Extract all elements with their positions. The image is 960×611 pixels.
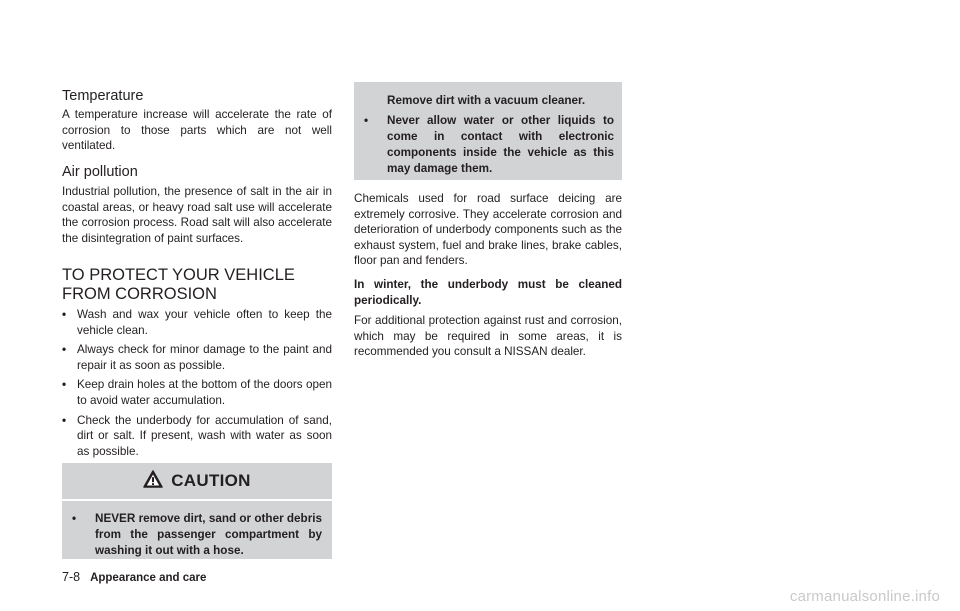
temperature-heading: Temperature <box>62 88 144 104</box>
list-item: • NEVER remove dirt, sand or other debris from the passenger compartment by washing it out with a hose. <box>72 512 322 557</box>
watermark-text: carmanualsonline.info <box>789 588 940 605</box>
temperature-text: A temperature increase will accelerate the rate of corrosion to those parts which are not well ventilated. <box>62 108 332 153</box>
list-item: • Never allow water or other liquids to come in contact with electronic components inside the vehicle as this may damage them. <box>364 114 614 175</box>
winter-paragraph: In winter, the underbody must be cleaned periodically. <box>354 278 622 307</box>
section-title: Appearance and care <box>90 572 207 584</box>
list-item-continued: Remove dirt with a vacuum cleaner. <box>387 94 586 107</box>
caution-title-bar <box>62 463 332 501</box>
caution-continued-list <box>364 93 614 183</box>
list-item: • Wash and wax your vehicle often to keep the vehicle clean. <box>62 308 332 337</box>
list-item: • Keep drain holes at the bottom of the doors open to avoid water accumulation. <box>62 378 332 407</box>
air-pollution-text: Industrial pollution, the presence of salt in the air in coastal areas, or heavy road salt use will accelerate the corrosion process. Road salt will also accelerate the disintegration of paint surfaces. <box>62 185 332 245</box>
protect-bullet-list <box>62 307 332 459</box>
warning-triangle-icon <box>143 470 163 493</box>
nissan-dealer-paragraph: For additional protection against rust and corrosion, which may be required in some areas, it is recommended you consult a NISSAN dealer. <box>354 314 622 359</box>
list-item: • Always check for minor damage to the paint and repair it as soon as possible. <box>62 343 332 372</box>
deicing-paragraph: Chemicals used for road surface deicing are extremely corrosive. They accelerate corrosion and deterioration of underbody components such as the exhaust system, fuel and brake lines, brake cables, floor pan and fenders. <box>354 192 622 268</box>
caution-title: CAUTION <box>171 471 251 490</box>
caution-list <box>72 511 322 565</box>
page-footer <box>62 570 206 584</box>
protect-heading: TO PROTECT YOUR VEHICLE FROM CORROSION <box>62 266 295 303</box>
air-pollution-heading: Air pollution <box>62 164 138 180</box>
caution-box-continued <box>354 82 622 180</box>
caution-box <box>62 463 332 559</box>
page-number: 7-8 <box>62 570 81 584</box>
list-item: • Check the underbody for accumulation of sand, dirt or salt. If present, wash with water as soon as possible. <box>62 413 332 458</box>
